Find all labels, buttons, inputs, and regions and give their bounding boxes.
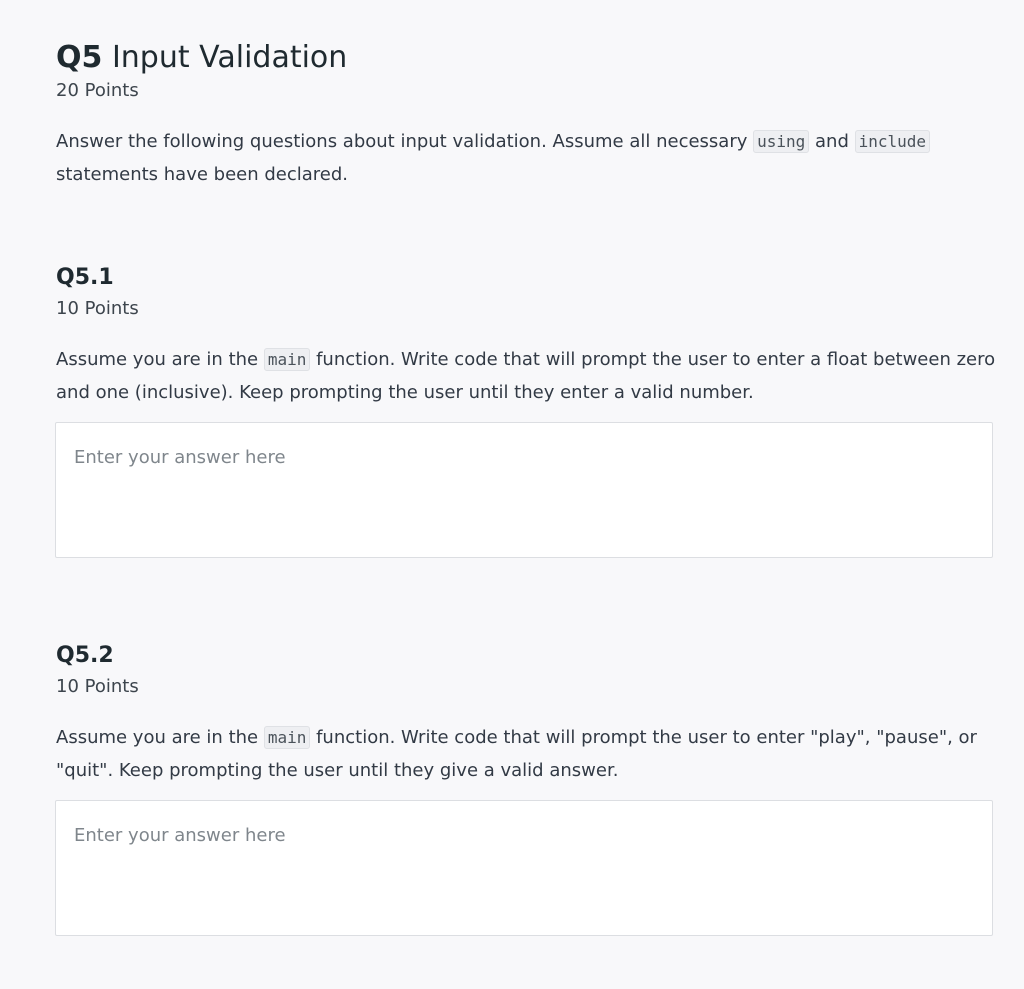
prompt-text: Assume you are in the [56, 349, 264, 370]
subquestion-points: 10 Points [56, 298, 139, 319]
prompt-text: and [809, 131, 855, 152]
answer-input[interactable] [55, 800, 993, 936]
question-title [56, 40, 347, 76]
question-points: 20 Points [56, 80, 139, 101]
code-snippet-main: main [264, 348, 311, 371]
subquestion-prompt [56, 721, 1001, 787]
question-title-text: Input Validation [111, 40, 348, 75]
prompt-text: Answer the following questions about input validation. Assume all necessary [56, 131, 754, 152]
subquestion-points: 10 Points [56, 676, 139, 697]
prompt-text: function. Write code that will prompt the user to enter "play", "pause", or "quit". Keep prompting the user until they give a valid answer. [56, 727, 977, 781]
prompt-text: statements have been declared. [56, 164, 349, 185]
question-number: Q5 [56, 40, 103, 75]
code-snippet-include: include [855, 130, 930, 153]
code-snippet-main: main [264, 726, 311, 749]
question-prompt [56, 125, 1001, 191]
subquestion-prompt [56, 343, 1001, 409]
answer-input[interactable] [55, 422, 993, 558]
subquestion-title: Q5.2 [56, 643, 114, 668]
code-snippet-using: using [753, 130, 809, 153]
prompt-text: Assume you are in the [56, 727, 264, 748]
subquestion-title: Q5.1 [56, 265, 114, 290]
prompt-text: function. Write code that will prompt the user to enter a float between zero and one (inclusive). Keep prompting the user until they enter a valid number. [56, 349, 996, 403]
